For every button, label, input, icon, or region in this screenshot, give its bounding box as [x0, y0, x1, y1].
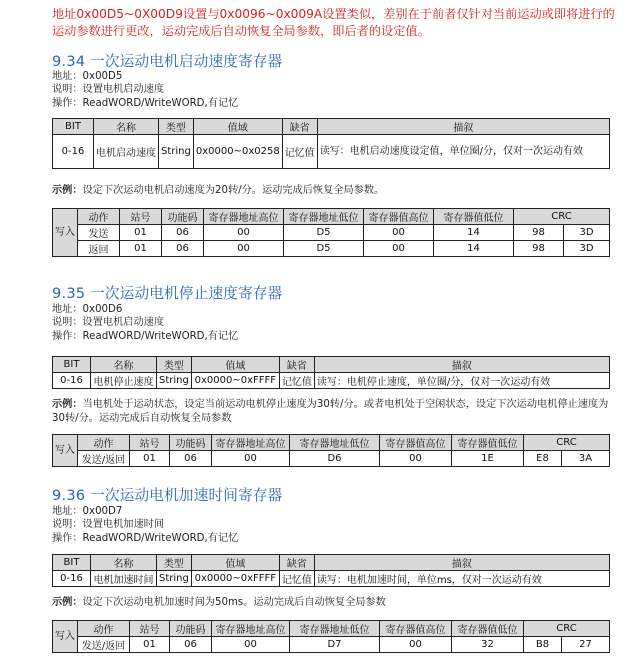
cell-value-low: 1E [452, 451, 524, 467]
command-table-9-35 [52, 434, 610, 467]
cell-description: 读写：电机启动速度设定值，单位圈/分，仅对一次运动有效 [317, 135, 609, 169]
description-line: 说明：设置电机启动速度 [52, 317, 165, 329]
cell-addr-high: 00 [212, 451, 290, 467]
section-title-9-35: 9.35 一次运动电机停止速度寄存器 [52, 285, 283, 302]
header-crc: CRC [524, 435, 610, 451]
register-table-9-34 [52, 118, 610, 169]
cell-crc-low: B8 [524, 637, 562, 653]
header-bit: BIT [53, 555, 91, 571]
cell-range: 0x0000~0xFFFF [191, 571, 279, 587]
cell-crc-low: 98 [514, 225, 564, 241]
write-label: 写入 [53, 435, 78, 467]
section-meta-9-35 [52, 303, 238, 343]
header-addr-low: 寄存器地址低位 [290, 621, 380, 637]
section-meta-9-36 [52, 505, 238, 545]
cell-station: 01 [120, 241, 162, 257]
cell-name: 电机启动速度 [94, 135, 159, 169]
description-line: 说明：设置电机启动速度 [52, 84, 165, 96]
cell-default: 记忆值 [279, 571, 314, 587]
cell-action: 发送 [78, 225, 120, 241]
cell-crc-low: 98 [514, 241, 564, 257]
example-text: 设定下次运动电机启动速度为20转/分。运动完成后恢复全局参数。 [82, 185, 385, 196]
cell-type: String [159, 135, 194, 169]
table-row [53, 571, 610, 587]
header-value-low: 寄存器值低位 [452, 435, 524, 451]
register-table-9-36 [52, 554, 610, 587]
write-label: 写入 [53, 209, 78, 257]
header-addr-high: 寄存器地址高位 [204, 209, 284, 225]
header-station: 站号 [130, 621, 170, 637]
cell-addr-high: 00 [212, 637, 290, 653]
header-addr-low: 寄存器地址低位 [284, 209, 364, 225]
cell-type: String [157, 571, 192, 587]
cell-value-low: 32 [452, 637, 524, 653]
cell-type: String [157, 373, 192, 389]
header-description: 描叙 [314, 555, 609, 571]
command-table-9-36 [52, 620, 610, 653]
cell-value-high: 00 [364, 241, 434, 257]
cell-name: 电机加速时间 [91, 571, 157, 587]
example-label: 示例： [52, 597, 83, 608]
header-value-low: 寄存器值低位 [434, 209, 514, 225]
operation-line: 操作：ReadWORD/WriteWORD,有记忆 [52, 330, 239, 342]
cell-value-high: 00 [380, 451, 452, 467]
cell-station: 01 [120, 225, 162, 241]
header-station: 站号 [120, 209, 162, 225]
header-crc: CRC [524, 621, 610, 637]
cell-bit: 0-16 [53, 571, 91, 587]
operation-line: 操作：ReadWORD/WriteWORD,有记忆 [52, 97, 239, 109]
header-addr-high: 寄存器地址高位 [212, 621, 290, 637]
cell-station: 01 [130, 637, 170, 653]
table-row [53, 637, 610, 653]
write-label: 写入 [53, 621, 78, 653]
header-action: 动作 [78, 435, 130, 451]
header-value-low: 寄存器值低位 [452, 621, 524, 637]
cell-crc-high: 3D [564, 225, 610, 241]
example-9-35 [52, 398, 610, 426]
section-meta-9-34 [52, 70, 238, 110]
header-action: 动作 [78, 209, 120, 225]
cell-addr-low: D5 [284, 241, 364, 257]
cell-action: 返回 [78, 241, 120, 257]
cell-action: 发送/返回 [78, 451, 130, 467]
cell-function-code: 06 [170, 637, 212, 653]
cell-crc-high: 3D [564, 241, 610, 257]
header-bit: BIT [53, 119, 94, 135]
cell-range: 0x0000~0x0258 [193, 135, 282, 169]
header-description: 描叙 [317, 119, 609, 135]
example-9-36 [52, 596, 610, 610]
header-name: 名称 [91, 357, 157, 373]
header-function-code: 功能码 [170, 435, 212, 451]
cell-addr-low: D7 [290, 637, 380, 653]
example-label: 示例： [52, 399, 83, 410]
intro-note: 地址0x00D5~0X00D9设置与0x0096~0x009A设置类似，差别在于前者仅针对当前运动或即将进行的运动参数进行更改，运动完成后自动恢复全局参数，即后者的设定值。 [52, 7, 615, 38]
header-default: 缺省 [279, 357, 314, 373]
cell-crc-high: 27 [562, 637, 610, 653]
header-default: 缺省 [282, 119, 317, 135]
description-line: 说明：设置电机加速时间 [52, 519, 165, 531]
header-type: 类型 [159, 119, 194, 135]
cell-default: 记忆值 [282, 135, 317, 169]
example-label: 示例： [52, 185, 83, 196]
address-line: 地址：0x00D6 [52, 304, 123, 315]
header-description: 描叙 [314, 357, 609, 373]
operation-line: 操作：ReadWORD/WriteWORD,有记忆 [52, 532, 239, 544]
register-table-9-35 [52, 356, 610, 389]
cell-name: 电机停止速度 [91, 373, 157, 389]
cell-addr-low: D5 [284, 225, 364, 241]
section-title-9-34: 9.34 一次运动电机启动速度寄存器 [52, 53, 283, 70]
header-bit: BIT [53, 357, 91, 373]
cell-crc-high: 3A [562, 451, 610, 467]
cell-function-code: 06 [162, 241, 204, 257]
header-value-high: 寄存器值高位 [364, 209, 434, 225]
table-row [53, 451, 610, 467]
address-line: 地址：0x00D7 [52, 506, 123, 517]
cell-value-high: 00 [364, 225, 434, 241]
header-addr-high: 寄存器地址高位 [212, 435, 290, 451]
header-crc: CRC [514, 209, 610, 225]
header-value-high: 寄存器值高位 [380, 435, 452, 451]
table-row [53, 373, 610, 389]
header-type: 类型 [157, 357, 192, 373]
section-title-9-36: 9.36 一次运动电机加速时间寄存器 [52, 487, 283, 504]
cell-addr-high: 00 [204, 241, 284, 257]
cell-value-high: 00 [380, 637, 452, 653]
header-value-high: 寄存器值高位 [380, 621, 452, 637]
example-text: 当电机处于运动状态，设定当前运动电机停止速度为30转/分。或者电机处于空闲状态，设定下次运动电机停止速度为30转/分。运动完成后自动恢复全局参数 [52, 399, 609, 424]
cell-value-low: 14 [434, 241, 514, 257]
example-text: 设定下次运动电机加速时间为50ms。运动完成后自动恢复全局参数 [82, 597, 386, 608]
cell-default: 记忆值 [279, 373, 314, 389]
cell-function-code: 06 [170, 451, 212, 467]
cell-function-code: 06 [162, 225, 204, 241]
header-default: 缺省 [279, 555, 314, 571]
header-range: 值域 [191, 555, 279, 571]
table-row [53, 135, 610, 169]
header-action: 动作 [78, 621, 130, 637]
cell-addr-low: D6 [290, 451, 380, 467]
table-row [53, 225, 610, 241]
header-name: 名称 [94, 119, 159, 135]
cell-value-low: 14 [434, 225, 514, 241]
table-row [53, 241, 610, 257]
header-range: 值域 [193, 119, 282, 135]
example-9-34 [52, 184, 610, 198]
cell-addr-high: 00 [204, 225, 284, 241]
address-line: 地址：0x00D5 [52, 71, 123, 82]
cell-description: 读写：电机停止速度，单位圈/分，仅对一次运动有效 [314, 373, 609, 389]
header-addr-low: 寄存器地址低位 [290, 435, 380, 451]
cell-range: 0x0000~0xFFFF [191, 373, 279, 389]
header-range: 值域 [191, 357, 279, 373]
header-station: 站号 [130, 435, 170, 451]
header-function-code: 功能码 [162, 209, 204, 225]
header-function-code: 功能码 [170, 621, 212, 637]
cell-description: 读写：电机加速时间，单位ms，仅对一次运动有效 [314, 571, 609, 587]
header-type: 类型 [157, 555, 192, 571]
cell-action: 发送/返回 [78, 637, 130, 653]
header-name: 名称 [91, 555, 157, 571]
cell-station: 01 [130, 451, 170, 467]
cell-bit: 0-16 [53, 373, 91, 389]
cell-bit: 0-16 [53, 135, 94, 169]
command-table-9-34 [52, 208, 610, 257]
cell-crc-low: E8 [524, 451, 562, 467]
